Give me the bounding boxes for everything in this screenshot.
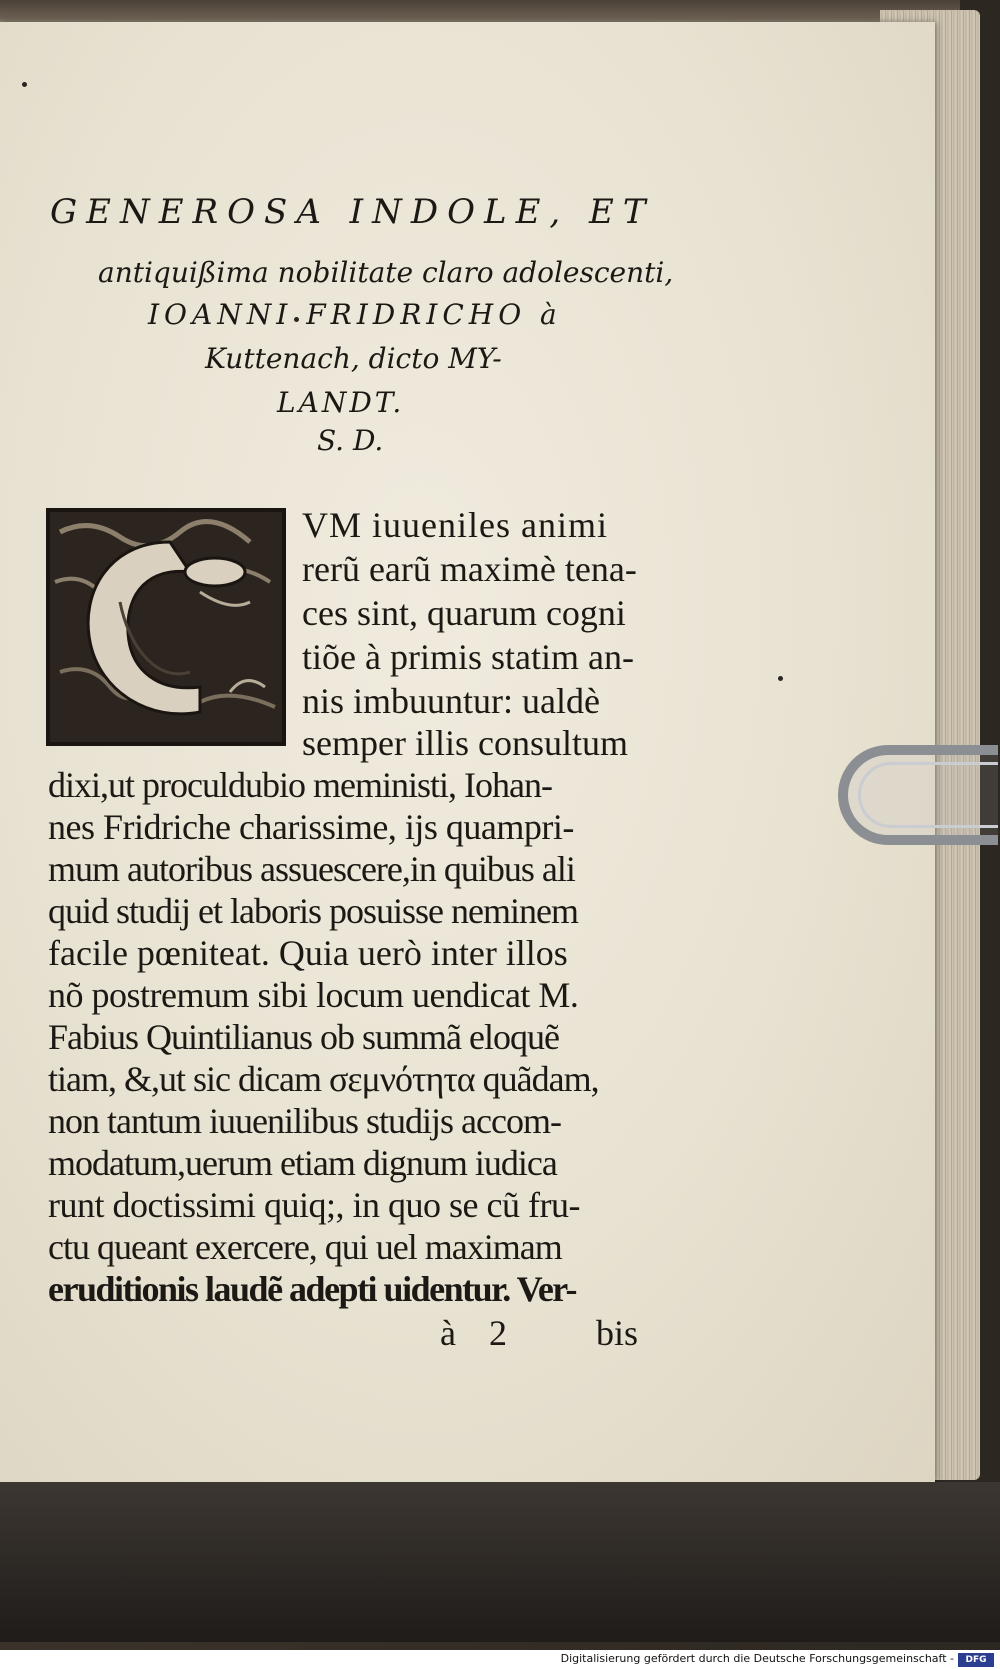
heading-line-2: antiquißima nobilitate claro adolescenti,	[98, 256, 674, 289]
body-line: dixi,ut proculdubio meministi, Iohan-	[48, 765, 552, 805]
heading-line-6: S. D.	[317, 424, 384, 457]
heading-line-5: LANDT.	[277, 386, 405, 419]
body-line: non tantum iuuenilibus studijs accom-	[48, 1101, 561, 1141]
body-line: tiõe à primis statim an-	[302, 637, 634, 677]
dfg-credit-text: Digitalisierung gefördert durch die Deutsche Forschungsgemeinschaft -	[560, 1652, 954, 1665]
scan-background	[0, 1482, 1000, 1642]
woodcut-c-icon	[50, 512, 282, 742]
page-speck	[22, 82, 27, 87]
body-line: Fabius Quintilianus ob summã eloquẽ	[48, 1017, 559, 1057]
body-line: nõ postremum sibi locum uendicat M.	[48, 975, 579, 1015]
page-clip-highlight	[858, 762, 998, 828]
page-speck	[778, 676, 783, 681]
body-line: mum autoribus assuescere,in quibus ali	[48, 849, 575, 889]
body-line: eruditionis laudẽ adepti uidentur. Ver-	[48, 1269, 576, 1309]
dfg-logo-icon: DFG	[958, 1653, 994, 1667]
heading-line-3: IOANNI FRIDRICHO à	[148, 298, 562, 331]
body-line: rerũ earũ maximè tena-	[302, 549, 637, 589]
body-line: ces sint, quarum cogni	[302, 593, 626, 633]
body-line: quid studij et laboris posuisse neminem	[48, 891, 578, 931]
decorated-initial-c	[46, 508, 286, 746]
body-line: nis imbuuntur: ualdè	[302, 681, 600, 721]
body-line: tiam, &,ut sic dicam σεμνότητα quãdam,	[48, 1059, 599, 1099]
heading-line-4: Kuttenach, dicto MY-	[205, 342, 502, 375]
signature-mark: à 2	[440, 1313, 519, 1353]
body-line: VM iuueniles animi	[302, 505, 608, 545]
body-line: ctu queant exercere, qui uel maximam	[48, 1227, 562, 1267]
catchword: bis	[596, 1313, 639, 1353]
body-line: nes Fridriche charissime, ijs quampri-	[48, 807, 574, 847]
body-line: semper illis consultum	[302, 723, 628, 763]
body-line: facile pœniteat. Quia uerò inter illos	[48, 933, 568, 973]
heading-line-1: GENEROSA INDOLE, ET	[50, 192, 655, 232]
body-line: runt doctissimi quiq;, in quo se cũ fru-	[48, 1185, 580, 1225]
body-line: modatum,uerum etiam dignum iudica	[48, 1143, 557, 1183]
